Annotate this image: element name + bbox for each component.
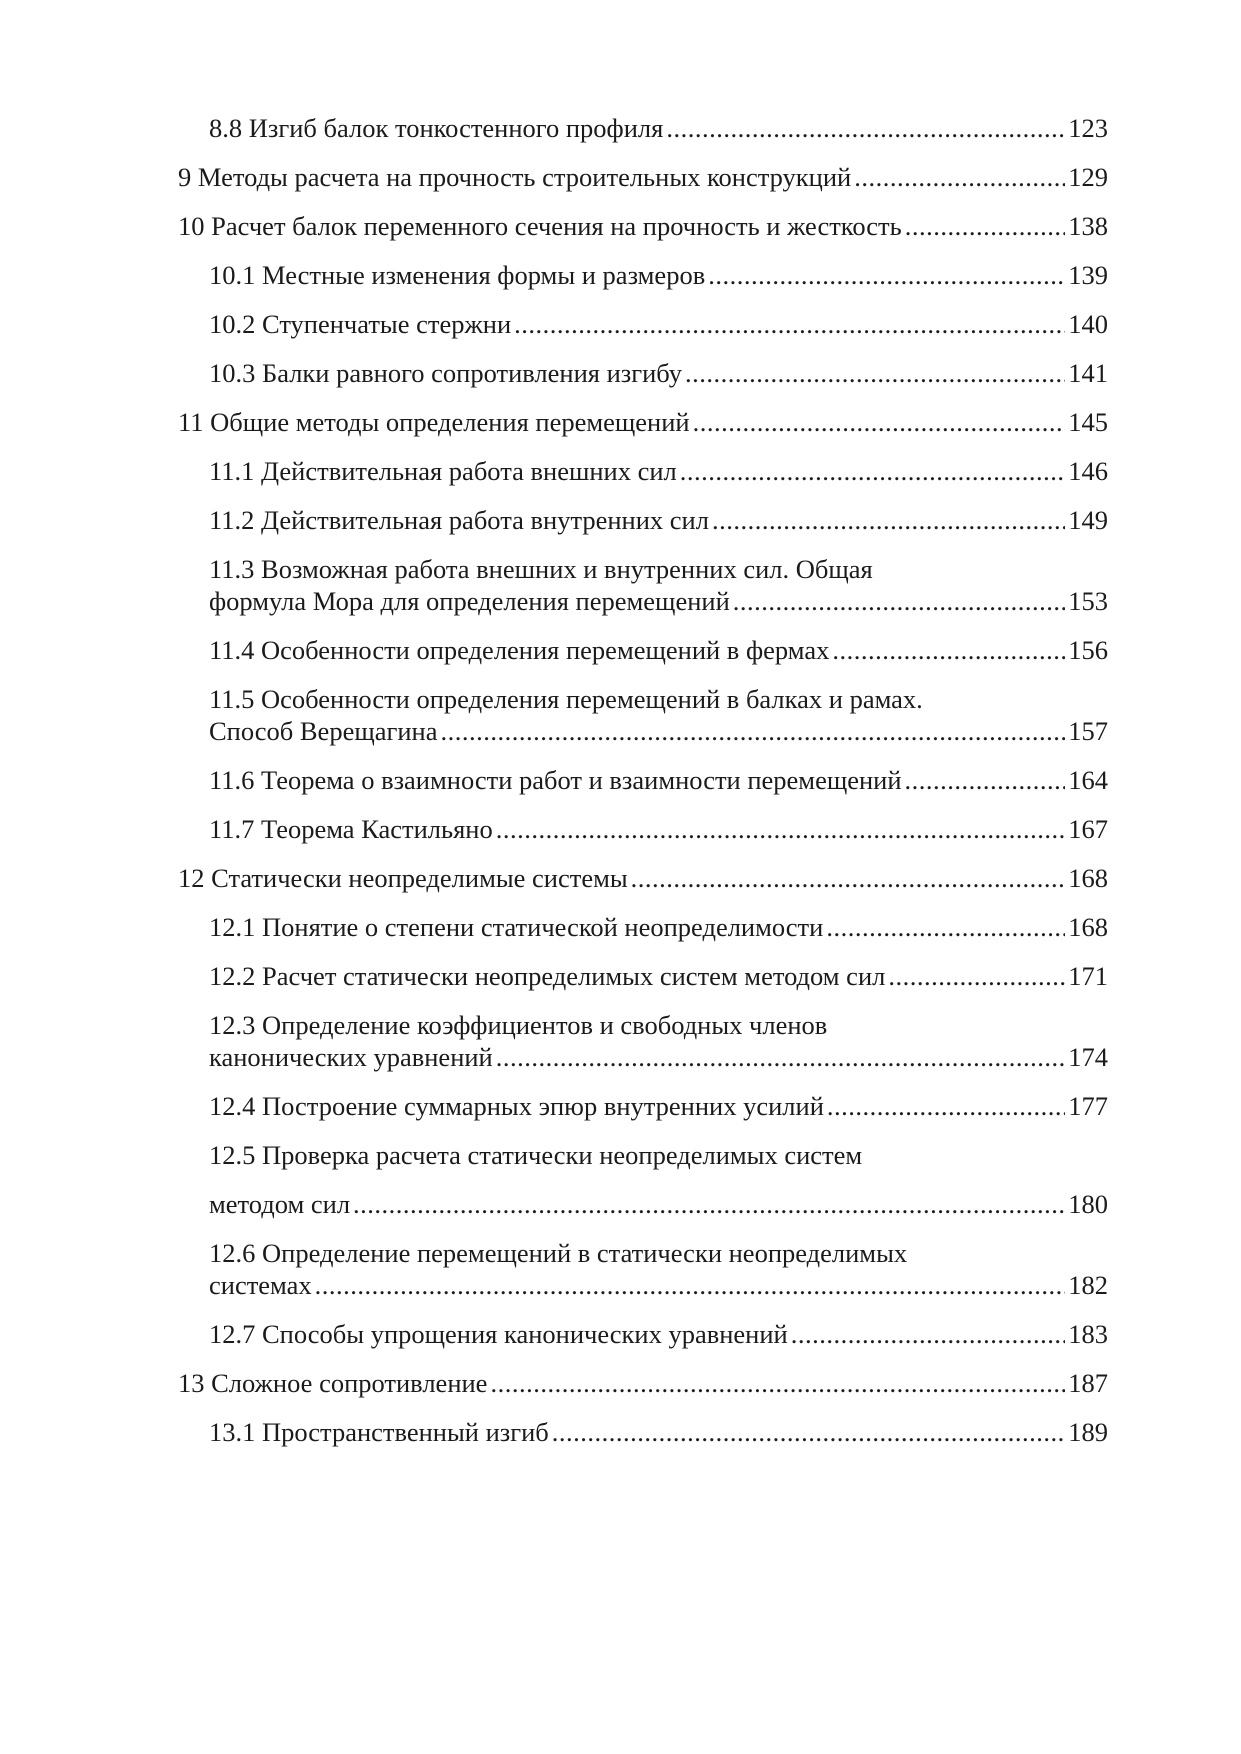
dot-leader <box>496 1041 1066 1073</box>
toc-entry-title: 10.1 Местные изменения формы и размеров <box>209 260 706 290</box>
toc-entry-title: 11.6 Теорема о взаимности работ и взаимности перемещений <box>209 765 902 795</box>
toc-entry-title: 11 Общие методы определения перемещений <box>178 407 690 437</box>
toc-entry-title-line-1: 12.3 Определение коэффициентов и свободных членов <box>209 1010 828 1040</box>
toc-entry-10-2[interactable] <box>178 308 1108 340</box>
toc-entry-12-4[interactable] <box>178 1090 1108 1122</box>
toc-entry-title: системах <box>209 1270 312 1300</box>
toc-entry-11-4[interactable] <box>178 634 1108 666</box>
dot-leader <box>733 585 1066 617</box>
dot-leader <box>315 1269 1066 1301</box>
dot-leader <box>826 911 1065 943</box>
toc-entry-11-7[interactable] <box>178 813 1108 845</box>
toc-entry-title: 11.7 Теорема Кастильяно <box>209 814 493 844</box>
toc-page-number: 146 <box>1068 456 1108 486</box>
toc-entry-title: 13.1 Пространственный изгиб <box>209 1417 549 1447</box>
toc-page-number: 189 <box>1068 1417 1108 1447</box>
toc-entry-13-1[interactable] <box>178 1416 1108 1448</box>
dot-leader <box>905 764 1066 796</box>
dot-leader <box>353 1188 1065 1220</box>
dot-leader <box>791 1318 1066 1350</box>
toc-entry-title: 10.3 Балки равного сопротивления изгибу <box>209 358 683 388</box>
toc-entry-title-line-1: 12.6 Определение перемещений в статически неопределимых <box>209 1238 908 1268</box>
toc-entry-title: 10.2 Ступенчатые стержни <box>209 309 512 339</box>
toc-page-number: 156 <box>1068 635 1108 665</box>
toc-entry-12[interactable] <box>178 862 1108 894</box>
dot-leader <box>666 112 1065 144</box>
toc-entry-11-6[interactable] <box>178 764 1108 796</box>
toc-page-number: 138 <box>1068 211 1108 241</box>
toc-entry-title: 11.4 Особенности определения перемещений в фермах <box>209 635 830 665</box>
toc-entry-title: 12 Статически неопределимые системы <box>178 863 628 893</box>
toc-entry-title: 12.4 Построение суммарных эпюр внутренних усилий <box>209 1091 824 1121</box>
toc-entry-12-5[interactable] <box>178 1139 1108 1220</box>
dot-leader <box>631 862 1066 894</box>
toc-page-number: 167 <box>1068 814 1108 844</box>
toc-entry-title: формула Мора для определения перемещений <box>209 586 730 616</box>
toc-page-number: 145 <box>1068 407 1108 437</box>
toc-entry-title: 11.2 Действительная работа внутренних сил <box>209 505 709 535</box>
toc-page-number: 177 <box>1068 1091 1108 1121</box>
toc-entry-12-1[interactable] <box>178 911 1108 943</box>
toc-page-number: 149 <box>1068 505 1108 535</box>
toc-entry-title: 12.2 Расчет статически неопределимых систем методом сил <box>209 961 886 991</box>
toc-entry-10[interactable] <box>178 210 1108 242</box>
toc-entry-12-2[interactable] <box>178 960 1108 992</box>
toc-entry-12-7[interactable] <box>178 1318 1108 1350</box>
toc-entry-11-5[interactable] <box>178 683 1108 747</box>
toc-page-number: 182 <box>1068 1270 1108 1300</box>
toc-entry-9[interactable] <box>178 161 1108 193</box>
dot-leader <box>496 813 1066 845</box>
toc-page-number: 141 <box>1068 358 1108 388</box>
toc-entry-title: методом сил <box>209 1189 351 1219</box>
dot-leader <box>680 455 1065 487</box>
dot-leader <box>888 960 1065 992</box>
toc-page-number: 140 <box>1068 309 1108 339</box>
toc-page-number: 157 <box>1068 716 1108 746</box>
toc-entry-11-2[interactable] <box>178 504 1108 536</box>
dot-leader <box>832 634 1065 666</box>
toc-entry-12-3[interactable] <box>178 1009 1108 1073</box>
toc-entry-title-line-1: 11.3 Возможная работа внешних и внутренних сил. Общая <box>209 554 873 584</box>
dot-leader <box>905 210 1066 242</box>
dot-leader <box>708 259 1065 291</box>
toc-entry-title: 8.8 Изгиб балок тонкостенного профиля <box>209 113 664 143</box>
toc-entry-title-line-1: 11.5 Особенности определения перемещений в балках и рамах. <box>209 684 923 714</box>
dot-leader <box>552 1416 1065 1448</box>
toc-entry-title: канонических уравнений <box>209 1042 493 1072</box>
toc-page-number: 187 <box>1068 1368 1108 1398</box>
dot-leader <box>827 1090 1065 1122</box>
toc-page-number: 171 <box>1068 961 1108 991</box>
toc-page-number: 168 <box>1068 863 1108 893</box>
toc-entry-11[interactable] <box>178 406 1108 438</box>
dot-leader <box>685 357 1065 389</box>
toc-entry-12-6[interactable] <box>178 1237 1108 1301</box>
toc-entry-title: 11.1 Действительная работа внешних сил <box>209 456 677 486</box>
table-of-contents <box>178 112 1108 1448</box>
toc-entry-title: 13 Сложное сопротивление <box>178 1368 488 1398</box>
dot-leader <box>490 1367 1065 1399</box>
toc-page-number: 153 <box>1068 586 1108 616</box>
toc-entry-title: 10 Расчет балок переменного сечения на прочность и жесткость <box>178 211 902 241</box>
toc-page-number: 168 <box>1068 912 1108 942</box>
dot-leader <box>712 504 1065 536</box>
dot-leader <box>693 406 1066 438</box>
toc-entry-title: Способ Верещагина <box>209 716 438 746</box>
toc-entry-13[interactable] <box>178 1367 1108 1399</box>
toc-page-number: 174 <box>1068 1042 1108 1072</box>
toc-entry-11-1[interactable] <box>178 455 1108 487</box>
toc-page-number: 123 <box>1068 113 1108 143</box>
toc-entry-11-3[interactable] <box>178 553 1108 617</box>
toc-entry-8-8[interactable] <box>178 112 1108 144</box>
toc-entry-title-line-1: 12.5 Проверка расчета статически неопределимых систем <box>209 1140 863 1170</box>
toc-entry-10-1[interactable] <box>178 259 1108 291</box>
toc-entry-title: 12.1 Понятие о степени статической неопределимости <box>209 912 824 942</box>
toc-page-number: 139 <box>1068 260 1108 290</box>
dot-leader <box>514 308 1065 340</box>
toc-page-number: 164 <box>1068 765 1108 795</box>
toc-page-number: 183 <box>1068 1319 1108 1349</box>
toc-entry-title: 9 Методы расчета на прочность строительных конструкций <box>178 162 852 192</box>
dot-leader <box>854 161 1065 193</box>
toc-page-number: 180 <box>1068 1189 1108 1219</box>
dot-leader <box>441 715 1066 747</box>
toc-entry-10-3[interactable] <box>178 357 1108 389</box>
toc-entry-title: 12.7 Способы упрощения канонических уравнений <box>209 1319 788 1349</box>
toc-page-number: 129 <box>1068 162 1108 192</box>
